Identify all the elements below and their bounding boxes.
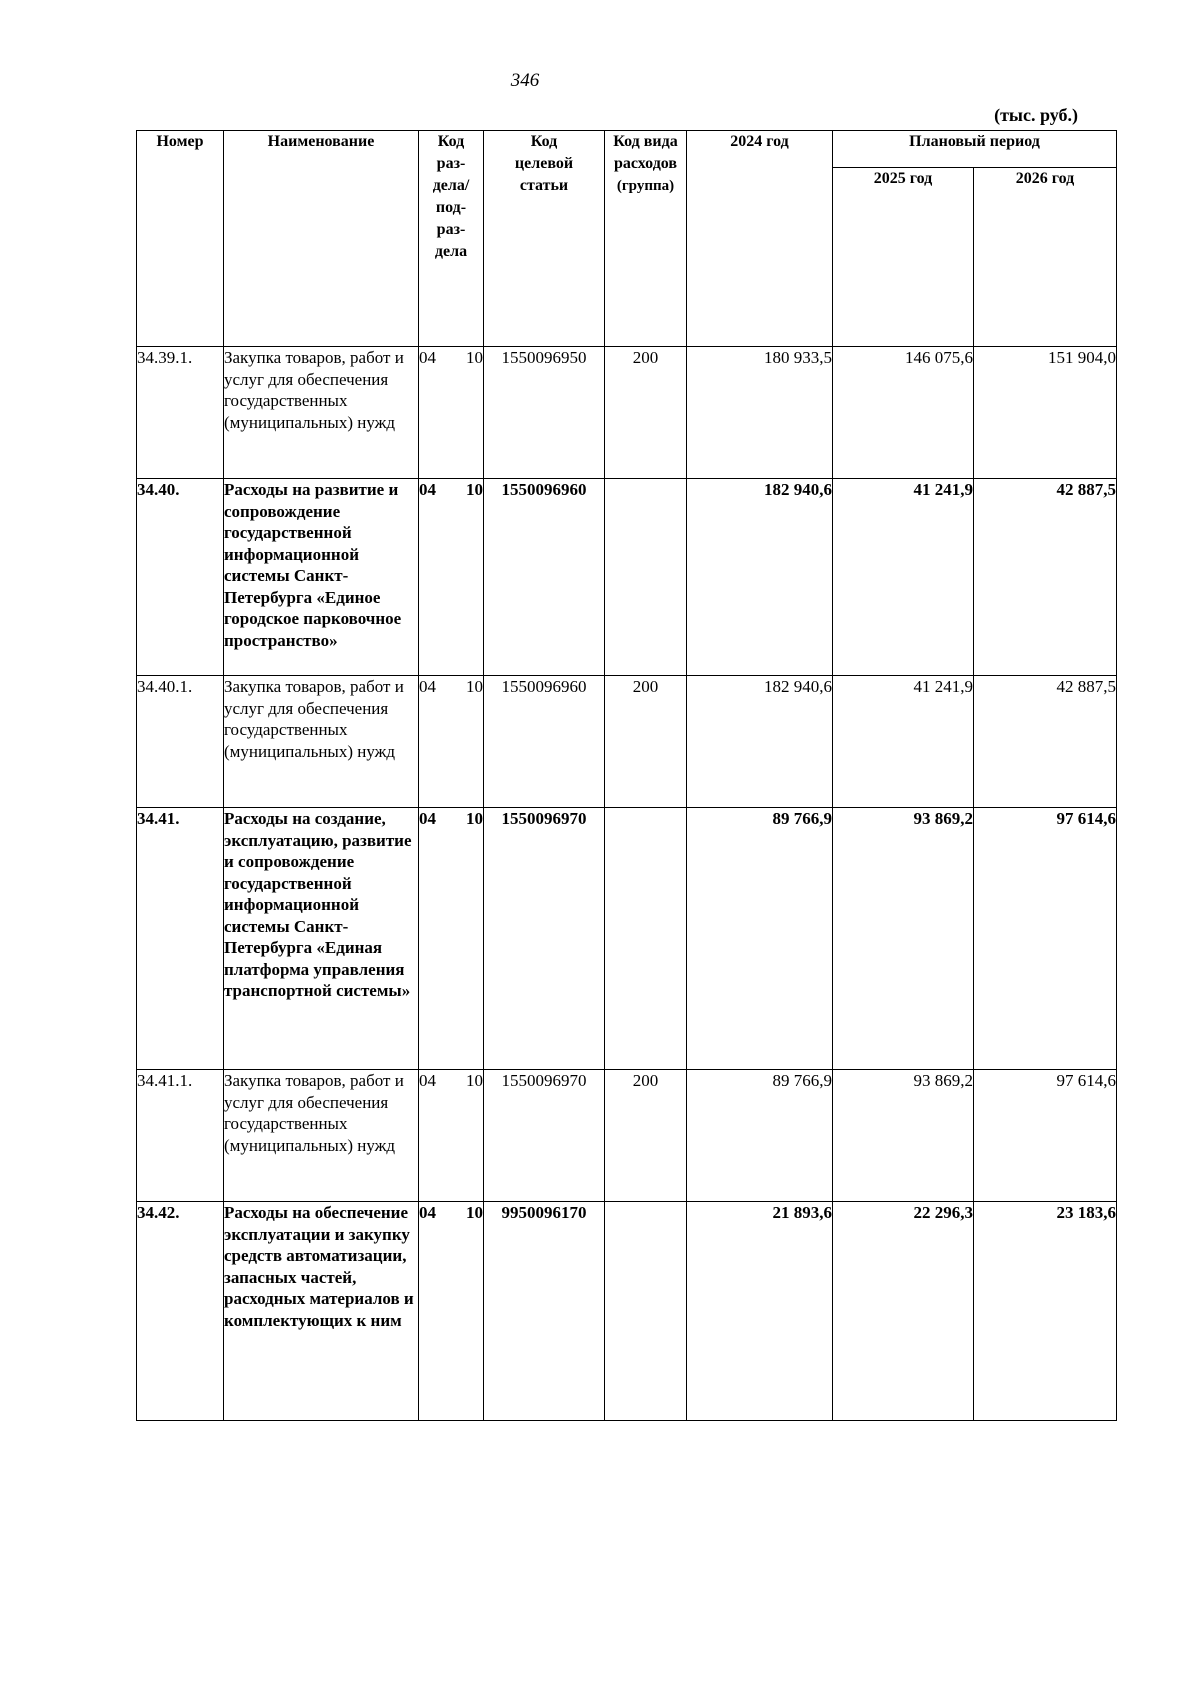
row-target-code: 1550096960 [484,479,605,676]
row-amount-2025: 41 241,9 [833,479,974,676]
row-section: 04 [419,480,436,499]
header-year-2025: 2025 год [833,168,974,347]
row-target-code: 1550096970 [484,808,605,1070]
row-subsection: 10 [466,1203,483,1222]
row-amount-2024: 180 933,5 [687,347,833,479]
header-year-2026: 2026 год [974,168,1117,347]
row-name: Закупка товаров, работ и услуг для обеспечения государственных (муниципальных) нужд [224,676,419,808]
header-number: Номер [137,131,224,347]
units-label: (тыс. руб.) [994,105,1078,125]
row-section: 04 [419,809,436,828]
header-name: Наименование [224,131,419,347]
row-subsection: 10 [466,809,483,828]
table-row [137,1202,1117,1421]
row-amount-2026: 23 183,6 [974,1202,1117,1421]
row-number: 34.39.1. [137,347,224,479]
row-amount-2026: 97 614,6 [974,808,1117,1070]
row-target-code: 1550096960 [484,676,605,808]
row-name: Расходы на развитие и сопровождение государственной информационной системы Санкт-Петербурга «Единое городское парковочное пространство» [224,479,419,676]
row-amount-2024: 89 766,9 [687,1070,833,1202]
row-target-code: 1550096950 [484,347,605,479]
header-target-code: Код целевой статьи [484,131,605,347]
row-section: 04 [419,1071,436,1090]
row-subsection: 10 [466,1071,483,1090]
row-amount-2024: 21 893,6 [687,1202,833,1421]
header-section-code: Код раз- дела/ под- раз- дела [419,131,484,347]
row-amount-2024: 182 940,6 [687,479,833,676]
row-section: 04 [419,677,436,696]
row-target-code: 1550096970 [484,1070,605,1202]
row-number: 34.42. [137,1202,224,1421]
row-expense-kind [605,1202,687,1421]
row-subsection: 10 [466,480,483,499]
header-planned-period: Плановый период [833,131,1117,168]
row-subsection: 10 [466,348,483,367]
row-section: 04 [419,348,436,367]
row-number: 34.41.1. [137,1070,224,1202]
row-amount-2024: 182 940,6 [687,676,833,808]
row-section: 04 [419,1203,436,1222]
row-expense-kind: 200 [605,676,687,808]
row-amount-2026: 97 614,6 [974,1070,1117,1202]
row-name: Закупка товаров, работ и услуг для обеспечения государственных (муниципальных) нужд [224,347,419,479]
row-section-code [419,347,484,479]
row-subsection: 10 [466,677,483,696]
row-expense-kind [605,808,687,1070]
row-number: 34.41. [137,808,224,1070]
row-number: 34.40. [137,479,224,676]
row-amount-2025: 93 869,2 [833,808,974,1070]
page-number: 346 [510,70,540,91]
header-row-top [137,131,1117,168]
table-row [137,347,1117,479]
row-section-code [419,479,484,676]
row-amount-2024: 89 766,9 [687,808,833,1070]
row-target-code: 9950096170 [484,1202,605,1421]
row-amount-2026: 42 887,5 [974,479,1117,676]
row-section-code [419,1202,484,1421]
row-amount-2026: 42 887,5 [974,676,1117,808]
row-section-code [419,1070,484,1202]
header-expense-kind: Код вида расходов (группа) [605,131,687,347]
budget-table [136,130,1117,1421]
row-amount-2025: 93 869,2 [833,1070,974,1202]
table-row [137,808,1117,1070]
row-section-code [419,808,484,1070]
row-name: Расходы на обеспечение эксплуатации и закупку средств автоматизации, запасных частей, расходных материалов и комплектующих к ним [224,1202,419,1421]
header-year-2024: 2024 год [687,131,833,347]
table-row [137,1070,1117,1202]
table-row [137,676,1117,808]
row-section-code [419,676,484,808]
row-expense-kind [605,479,687,676]
row-expense-kind: 200 [605,347,687,479]
table-row [137,479,1117,676]
row-name: Расходы на создание, эксплуатацию, развитие и сопровождение государственной информационной системы Санкт-Петербурга «Единая платформа управления транспортной системы» [224,808,419,1070]
row-name: Закупка товаров, работ и услуг для обеспечения государственных (муниципальных) нужд [224,1070,419,1202]
row-amount-2025: 41 241,9 [833,676,974,808]
row-expense-kind: 200 [605,1070,687,1202]
row-amount-2025: 22 296,3 [833,1202,974,1421]
row-number: 34.40.1. [137,676,224,808]
row-amount-2026: 151 904,0 [974,347,1117,479]
row-amount-2025: 146 075,6 [833,347,974,479]
